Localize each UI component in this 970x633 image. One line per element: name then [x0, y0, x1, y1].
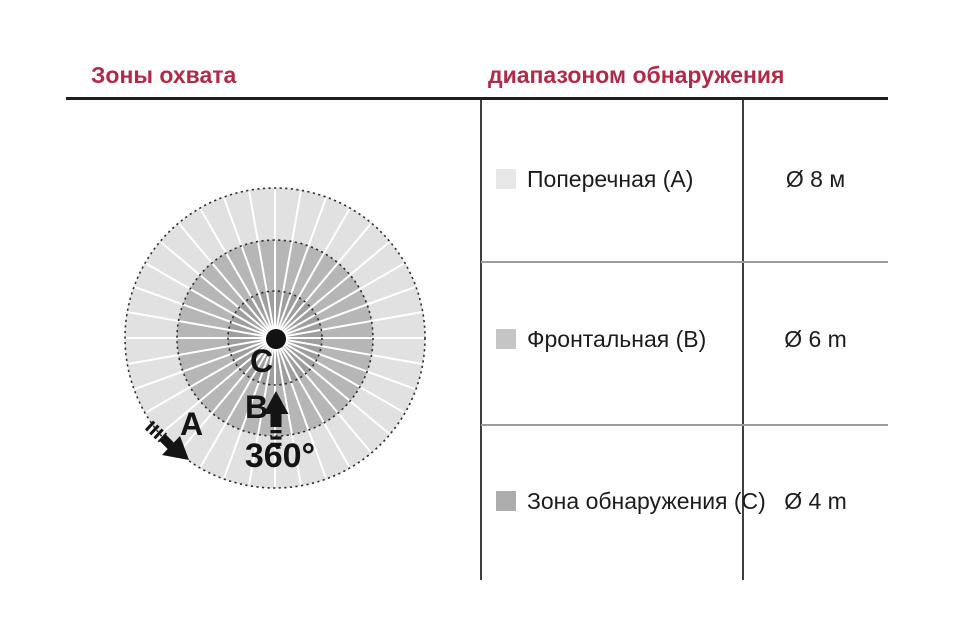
zone-a-color-swatch: [496, 169, 516, 189]
zone-a-row-label: Поперечная (А): [527, 165, 694, 192]
zone-label-c: C: [250, 343, 274, 379]
zone-b-color-swatch: [496, 329, 516, 349]
table-row-transverse: [496, 166, 693, 192]
zone-b-row-label: Фронтальная (В): [527, 325, 707, 352]
angle-360-label: 360°: [244, 437, 316, 475]
zone-a-diameter-value: Ø 8 м: [785, 166, 846, 192]
zone-c-diameter-value: Ø 4 m: [784, 488, 847, 514]
table-row-divider-2: [481, 424, 888, 426]
table-border-left: [480, 100, 482, 580]
table-row-divider-1: [481, 261, 888, 263]
table-row-detection-zone: [496, 488, 766, 514]
zone-label-a: A: [180, 406, 204, 442]
zone-c-row-label: Зона обнаружения (С): [527, 487, 766, 514]
zone-label-b: B: [245, 389, 269, 425]
header-divider: [66, 97, 888, 100]
zone-b-diameter-value: Ø 6 m: [784, 326, 847, 352]
section-title-coverage-zones: Зоны охвата: [91, 62, 237, 88]
table-row-frontal: [496, 326, 706, 352]
zone-c-color-swatch: [496, 491, 516, 511]
coverage-zones-diagram: [105, 168, 445, 508]
section-title-detection-range: диапазоном обнаружения: [488, 62, 785, 88]
